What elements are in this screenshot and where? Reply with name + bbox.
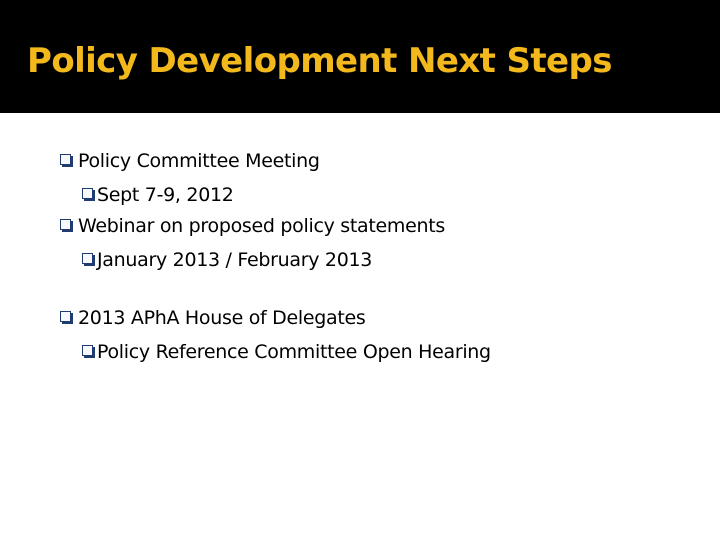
- checkbox-square-icon: [60, 154, 71, 165]
- checkbox-square-icon: [82, 253, 93, 264]
- checkbox-square-icon: [82, 345, 93, 356]
- sub-bullet-item: [82, 248, 372, 272]
- bullet-text: 2013 APhA House of Delegates: [78, 307, 366, 329]
- sub-bullet-text: Policy Reference Committee Open Hearing: [97, 341, 491, 363]
- checkbox-square-icon: [60, 311, 71, 322]
- slide-title: Policy Development Next Steps: [27, 41, 612, 81]
- bullet-item: [60, 149, 320, 173]
- checkbox-square-icon: [60, 219, 71, 230]
- bullet-item: [60, 306, 366, 330]
- checkbox-square-icon: [82, 188, 93, 199]
- bullet-item: [60, 214, 445, 238]
- sub-bullet-text: Sept 7-9, 2012: [97, 184, 234, 206]
- bullet-text: Webinar on proposed policy statements: [78, 215, 445, 237]
- sub-bullet-item: [82, 340, 491, 364]
- bullet-text: Policy Committee Meeting: [78, 150, 320, 172]
- sub-bullet-text: January 2013 / February 2013: [97, 249, 373, 271]
- sub-bullet-item: [82, 183, 234, 207]
